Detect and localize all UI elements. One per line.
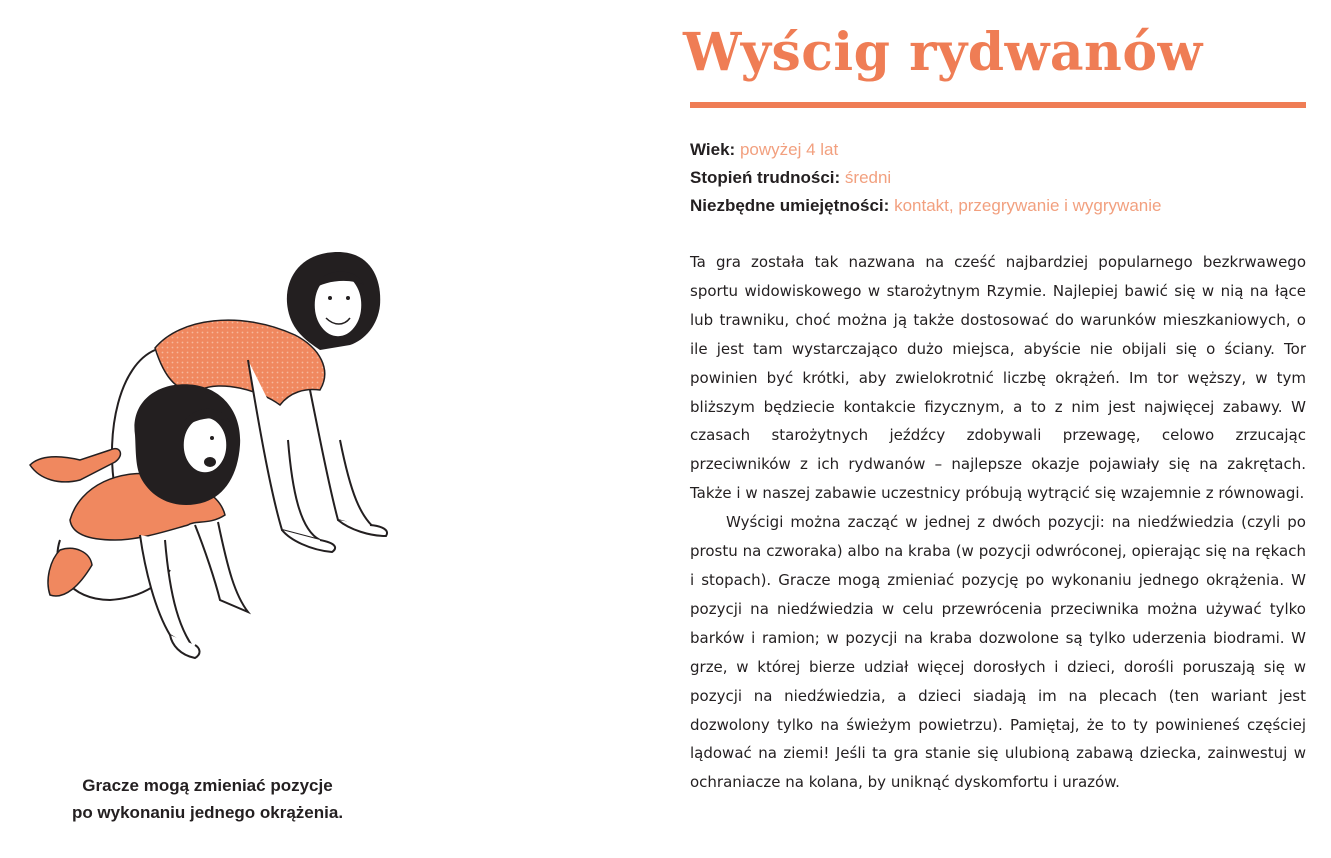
- child-arm-right: [195, 522, 248, 612]
- meta-skills: [690, 192, 1330, 220]
- meta-skills-label: Niezbędne umiejętności:: [690, 196, 890, 215]
- caption-line-1: Gracze mogą zmieniać pozycje: [82, 776, 333, 795]
- paragraph-1: Ta gra została tak nazwana na cześć najbardziej popularnego bezkrwawego sportu widowiskowego w starożytnym Rzymie. Najlepiej bawić się w nią na łące lub trawniku, choć można ją także dostosować do warunków mieszkaniowych, o ile jest tam wystarczająco dużo miejsca, abyście nie obijali się o ściany. Tor powinien być krótki, aby zwielokrotnić liczbę okrążeń. Im tor węższy, w tym bliższym będziecie kontakcie fizycznym, a to z nim jest najwięcej zabawy. W czasach starożytnych jeźdźcy zdobywali przewagę, celowo zrzucając przeciwników z ich rydwanów – najlepsze okazje pojawiały się na zakrętach. Także i w naszej zabawie uczestnicy próbują wytrącić się wzajemnie z równowagi.: [690, 253, 1306, 503]
- article-body: [690, 248, 1306, 797]
- meta-difficulty-label: Stopień trudności:: [690, 168, 841, 187]
- adult-arm-right: [310, 390, 380, 532]
- child-foot: [30, 449, 120, 482]
- meta-skills-value: kontakt, przegrywanie i wygrywanie: [894, 196, 1162, 215]
- crawling-illustration: [20, 240, 400, 670]
- meta-age-label: Wiek:: [690, 140, 736, 159]
- meta-age: [690, 136, 1330, 164]
- child-eye: [210, 436, 214, 440]
- paragraph-2: Wyścigi można zacząć w jednej z dwóch pozycji: na niedźwiedzia (czyli po prostu na czworaka) albo na kraba (w pozycji odwróconej, opierając się na rękach i stopach). Gracze mogą zmieniać pozycję po wykonaniu jednego okrążenia. W pozycji na niedźwiedzia w celu przewrócenia przeciwnika można używać tylko barków i ramion; w pozycji na kraba dozwolone są tylko uderzenia biodrami. W grze, w której bierze udział więcej dorosłych i dzieci, dorośli poruszają się w pozycji na niedźwiedzia, a dzieci siadają im na plecach (ten wariant jest dozwolony tylko na świeżym powietrzu). Pamiętaj, że to ty powinieneś częściej lądować na ziemi! Jeśli ta gra stanie się ulubioną zabawą dziecka, zainwestuj w ochraniacze na kolana, by uniknąć dyskomfortu i urazów.: [690, 513, 1306, 792]
- caption-line-2: po wykonaniu jednego okrążenia.: [71, 803, 344, 822]
- game-meta: [690, 136, 1330, 220]
- adult-eye-right: [346, 296, 350, 300]
- meta-age-value: powyżej 4 lat: [739, 140, 839, 159]
- meta-difficulty: [690, 164, 1330, 192]
- title-divider: [690, 102, 1306, 108]
- adult-eye-left: [328, 296, 332, 300]
- child-arm-left: [140, 535, 195, 650]
- child-mouth: [204, 457, 216, 467]
- illustration-caption: [40, 772, 375, 826]
- meta-difficulty-value: średni: [844, 168, 892, 187]
- page-title: Wyścig rydwanów: [683, 22, 1203, 83]
